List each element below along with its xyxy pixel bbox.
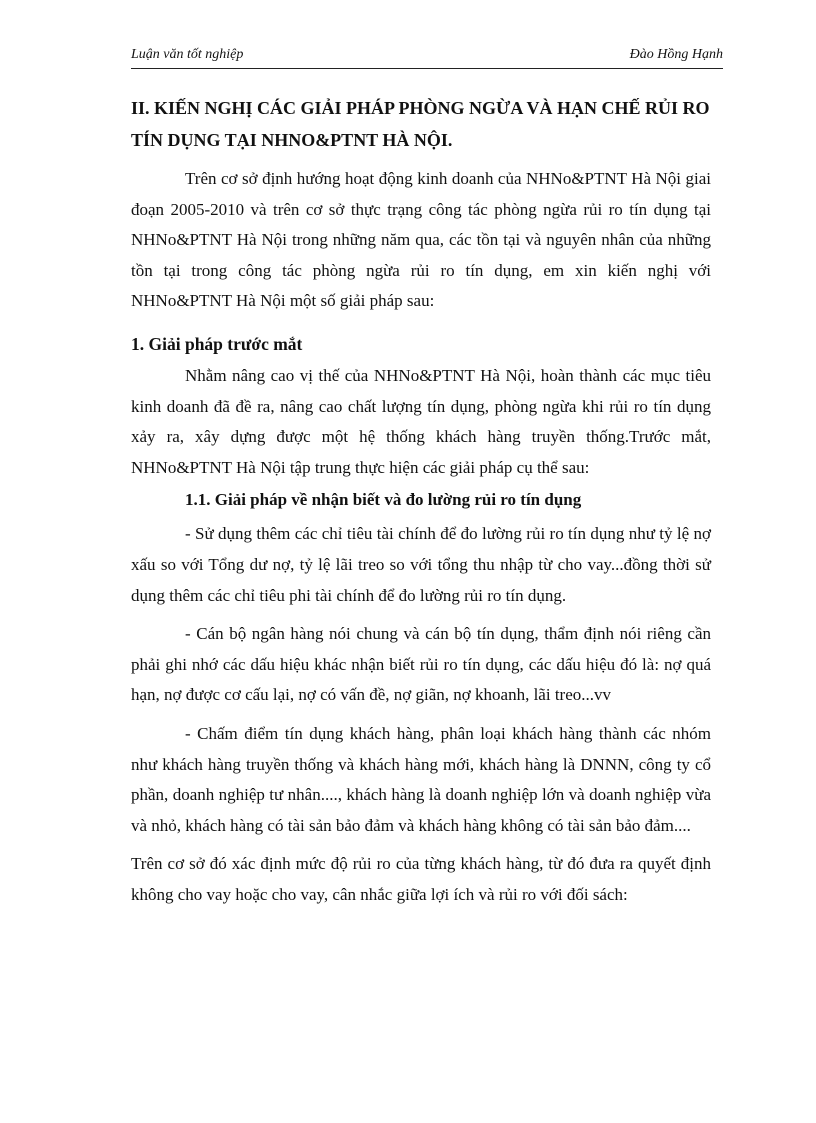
paragraph-immediate-solutions: Nhằm nâng cao vị thế của NHNo&PTNT Hà Nội, hoàn thành các mục tiêu kinh doanh đã đề ra, nâng cao chất lượng tín dụng, phòng ngừa khi rủi ro tín dụng xảy ra, xây dựng được một hệ thống khách hàng truyền thống.Trước mắt, NHNo&PTNT Hà Nội tập trung thực hiện các giải pháp cụ thể sau: [131, 365, 711, 477]
section-title: II. KIẾN NGHỊ CÁC GIẢI PHÁP PHÒNG NGỪA VÀ HẠN CHẾ RỦI RO TÍN DỤNG TẠI NHNO&PTNT HÀ NỘI. [131, 98, 710, 150]
closing-paragraph: Trên cơ sở đó xác định mức độ rủi ro của từng khách hàng, từ đó đưa ra quyết định không cho vay hoặc cho vay, cân nhắc giữa lợi ích và rủi ro với đối sách: [131, 854, 711, 904]
intro-paragraph: Trên cơ sở định hướng hoạt động kinh doanh của NHNo&PTNT Hà Nội giai đoạn 2005-2010 và trên cơ sở thực trạng công tác phòng ngừa rủi ro tín dụng tại NHNo&PTNT Hà Nội trong những năm qua, các tồn tại và nguyên nhân của những tồn tại trong công tác phòng ngừa rủi ro tín dụng, em xin kiến nghị với NHNo&PTNT Hà Nội một số giải pháp sau: [131, 169, 711, 311]
document-body [131, 92, 711, 910]
header-divider [131, 68, 723, 69]
heading-immediate-solutions: 1. Giải pháp trước mắt [131, 333, 303, 354]
heading-risk-identification: 1.1. Giải pháp về nhận biết và đo lường rủi ro tín dụng [185, 490, 582, 510]
page-header [131, 47, 723, 69]
bullet-credit-scoring: - Chấm điểm tín dụng khách hàng, phân loại khách hàng thành các nhóm như khách hàng truyền thống và khách hàng mới, khách hàng là DNNN, công ty cổ phần, doanh nghiệp tư nhân...., khách hàng là doanh nghiệp lớn và doanh nghiệp vừa và nhỏ, khách hàng có tài sản bảo đảm và khách hàng không có tài sản bảo đảm.... [131, 723, 711, 835]
header-thesis-label: Luận văn tốt nghiệp [131, 47, 244, 62]
header-author-name: Đào Hồng Hạnh [629, 47, 723, 62]
bullet-financial-indicators: - Sử dụng thêm các chỉ tiêu tài chính để đo lường rủi ro tín dụng như tỷ lệ nợ xấu so với Tổng dư nợ, tỷ lệ lãi treo so với tổng thu nhập từ cho vay...đồng thời sử dụng thêm các chỉ tiêu phi tài chính để đo lường rủi ro tín dụng. [131, 524, 711, 605]
bullet-warning-signs: - Cán bộ ngân hàng nói chung và cán bộ tín dụng, thẩm định nói riêng cần phải ghi nhớ các dấu hiệu khác nhận biết rủi ro tín dụng, các dấu hiệu đó là: nợ quá hạn, nợ được cơ cấu lại, nợ có vấn đề, nợ giãn, nợ khoanh, lãi treo...vv [131, 624, 711, 705]
